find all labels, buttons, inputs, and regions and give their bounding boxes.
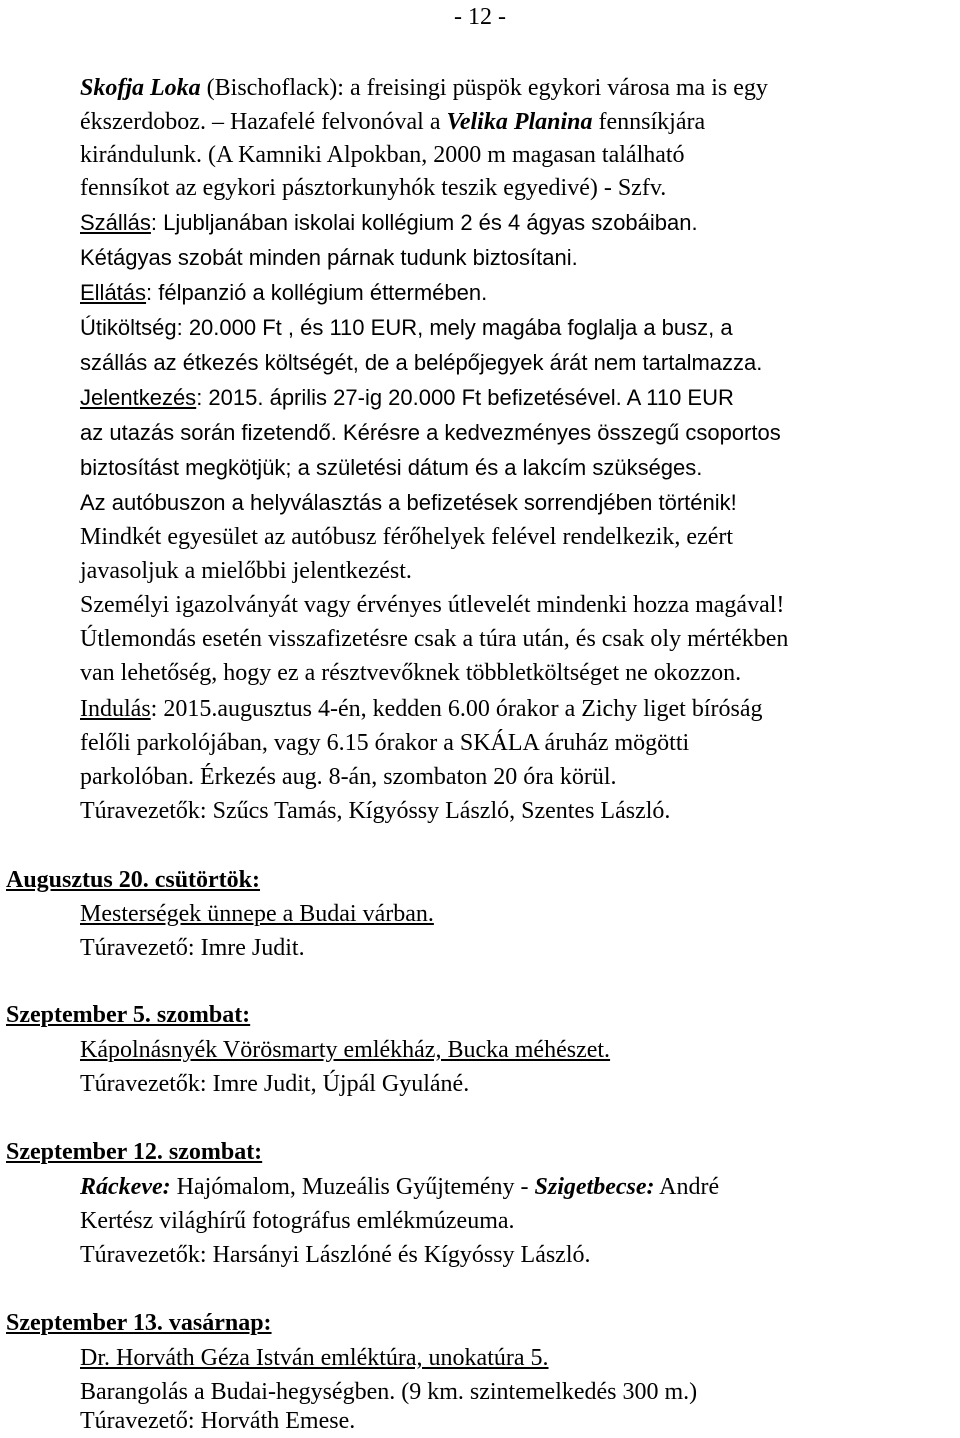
trip-line-2-text-a: ékszerdoboz. – Hazafelé felvonóval a <box>80 109 447 135</box>
place-velika-planina: Velika Planina <box>446 109 593 135</box>
trip-line-accommodation <box>80 208 698 238</box>
event-leader-sep-12: Túravezetők: Harsányi Lászlóné és Kígyóssy László. <box>80 1242 591 1268</box>
trip-line-1-text: (Bischoflack): a freisingi püspök egykori városa ma is egy <box>200 75 768 101</box>
trip-line-21: parkolóban. Érkezés aug. 8-án, szombaton 20 óra körül. <box>80 764 617 790</box>
trip-line-15: javasoljuk a mielőbbi jelentkezést. <box>80 558 412 584</box>
event-heading-aug-20: Augusztus 20. csütörtök: <box>6 867 261 893</box>
event-leader-aug-20: Túravezető: Imre Judit. <box>80 935 305 961</box>
event-leader-sep-13: Túravezető: Horváth Emese. <box>80 1408 356 1434</box>
event-line-2-sep-13: Barangolás a Budai-hegységben. (9 km. szintemelkedés 300 m.) <box>80 1379 698 1405</box>
trip-line-registration <box>80 383 734 413</box>
trip-line-leaders: Túravezetők: Szűcs Tamás, Kígyóssy László, Szentes László. <box>80 798 671 824</box>
catering-text: : félpanzió a kollégium éttermében. <box>146 280 488 305</box>
trip-line-2 <box>80 107 705 137</box>
trip-line-3: kirándulunk. (A Kamniki Alpokban, 2000 m magasan található <box>80 142 685 168</box>
event-heading-sep-13: Szeptember 13. vasárnap: <box>6 1310 272 1336</box>
registration-label: Jelentkezés <box>80 385 197 410</box>
departure-label: Indulás <box>80 696 151 722</box>
trip-line-9: szállás az étkezés költségét, de a belépőjegyek árát nem tartalmazza. <box>80 350 763 375</box>
place-skofja-loka: Skofja Loka <box>80 75 201 101</box>
accommodation-label: Szállás <box>80 210 151 235</box>
trip-line-catering <box>80 278 487 308</box>
catering-label: Ellátás <box>80 280 147 305</box>
event-title-sep-13: Dr. Horváth Géza István emléktúra, unokatúra 5. <box>80 1345 549 1371</box>
event-title-aug-20: Mesterségek ünnepe a Budai várban. <box>80 901 434 927</box>
event-heading-sep-5: Szeptember 5. szombat: <box>6 1002 251 1028</box>
trip-line-14: Mindkét egyesület az autóbusz férőhelyek felével rendelkezik, ezért <box>80 524 734 550</box>
trip-line-departure <box>80 694 763 724</box>
trip-line-12: biztosítást megkötjük; a születési dátum és a lakcím szükséges. <box>80 455 703 480</box>
event-title-sep-5: Kápolnásnyék Vörösmarty emlékház, Bucka méhészet. <box>80 1037 611 1063</box>
trip-line-1 <box>80 73 768 103</box>
trip-line-4: fennsíkot az egykori pásztorkunyhók teszik egyedivé) - Szfv. <box>80 175 667 201</box>
event-text-2-sep-12: André <box>654 1174 720 1200</box>
trip-line-11: az utazás során fizetendő. Kérésre a kedvezményes összegű csoportos <box>80 420 781 445</box>
trip-line-16: Személyi igazolványát vagy érvényes útlevelét mindenki hozza magával! <box>80 592 785 618</box>
trip-line-18: van lehetőség, hogy ez a résztvevőknek többletköltséget ne okozzon. <box>80 660 742 686</box>
event-heading-sep-12: Szeptember 12. szombat: <box>6 1139 263 1165</box>
trip-line-2-text-b: fennsíkjára <box>592 109 706 135</box>
departure-text: : 2015.augusztus 4-én, kedden 6.00 órakor a Zichy liget bíróság <box>150 696 763 722</box>
page-number: - 12 - <box>454 4 506 30</box>
place-szigetbecse: Szigetbecse: <box>534 1174 655 1200</box>
trip-line-13: Az autóbuszon a helyválasztás a befizetések sorrendjében történik! <box>80 490 737 515</box>
event-line-1-sep-12 <box>80 1172 719 1202</box>
event-leader-sep-5: Túravezetők: Imre Judit, Újpál Gyuláné. <box>80 1071 470 1097</box>
trip-line-20: felőli parkolójában, vagy 6.15 órakor a SKÁLA áruház mögötti <box>80 730 690 756</box>
trip-line-6: Kétágyas szobát minden párnak tudunk biztosítani. <box>80 245 578 270</box>
place-rackeve: Ráckeve: <box>80 1174 171 1200</box>
event-line-2-sep-12: Kertész világhírű fotográfus emlékmúzeuma. <box>80 1208 515 1234</box>
trip-line-17: Útlemondás esetén visszafizetésre csak a túra után, és csak oly mértékben <box>80 626 789 652</box>
event-text-1-sep-12: Hajómalom, Muzeális Gyűjtemény - <box>170 1174 535 1200</box>
registration-text: : 2015. április 27-ig 20.000 Ft befizetésével. A 110 EUR <box>196 385 734 410</box>
trip-line-cost: Útiköltség: 20.000 Ft , és 110 EUR, mely magába foglalja a busz, a <box>80 315 733 340</box>
accommodation-text: : Ljubljanában iskolai kollégium 2 és 4 ágyas szobáiban. <box>150 210 698 235</box>
